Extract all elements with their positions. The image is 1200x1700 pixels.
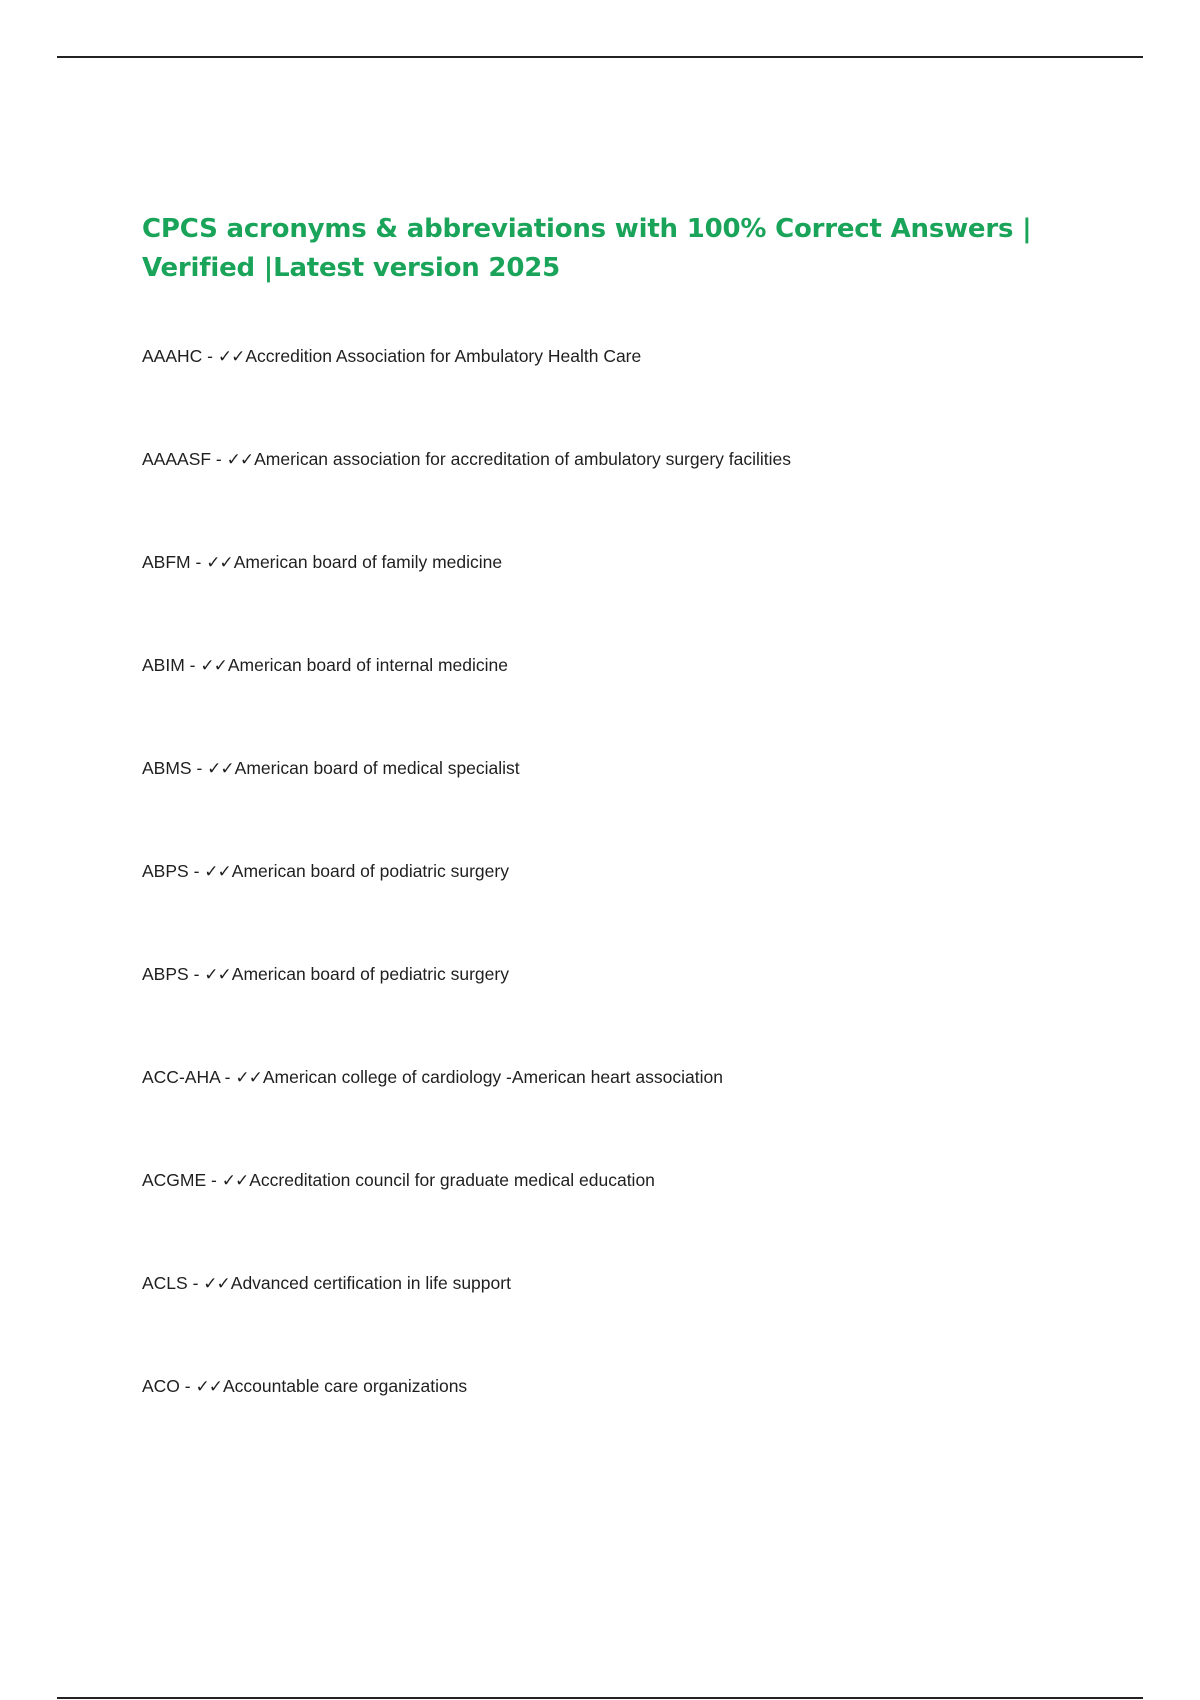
list-item <box>142 344 1142 447</box>
acronym-definition: Accreditation council for graduate medical education <box>249 1170 655 1190</box>
list-item <box>142 1168 1142 1271</box>
double-check-icon: ✓✓ <box>204 965 231 985</box>
separator: - <box>188 964 205 984</box>
separator: - <box>187 1273 204 1293</box>
bottom-rule <box>57 1697 1143 1699</box>
acronym-term: ACGME <box>142 1170 207 1190</box>
double-check-icon: ✓✓ <box>204 862 231 882</box>
double-check-icon: ✓✓ <box>217 347 245 367</box>
list-item <box>142 653 1142 756</box>
acronym-term: ABFM <box>142 552 191 572</box>
acronym-definition: American board of pediatric surgery <box>231 964 509 984</box>
separator: - <box>190 552 207 572</box>
separator: - <box>219 1067 236 1087</box>
list-item <box>142 756 1142 859</box>
separator: - <box>191 758 208 778</box>
acronym-term: AAAASF <box>142 449 212 469</box>
double-check-icon: ✓✓ <box>206 553 233 573</box>
acronym-definition: American association for accreditation of ambulatory surgery facilities <box>254 449 792 469</box>
separator: - <box>184 655 201 675</box>
separator: - <box>179 1376 196 1396</box>
double-check-icon: ✓✓ <box>200 656 227 676</box>
double-check-icon: ✓✓ <box>226 450 254 470</box>
list-item <box>142 1065 1142 1168</box>
acronym-term: ABPS <box>142 861 189 881</box>
acronym-definition: American board of medical specialist <box>234 758 520 778</box>
acronym-definition: American college of cardiology -American heart association <box>262 1067 723 1087</box>
separator: - <box>188 861 205 881</box>
list-item <box>142 550 1142 653</box>
list-item <box>142 1271 1142 1374</box>
double-check-icon: ✓✓ <box>235 1068 262 1088</box>
acronym-definition: American board of family medicine <box>233 552 503 572</box>
acronym-term: ABPS <box>142 964 189 984</box>
acronym-definition: American board of podiatric surgery <box>231 861 509 881</box>
document-title: CPCS acronyms & abbreviations with 100% Correct Answers | Verified |Latest version 2025 <box>142 214 1032 283</box>
list-item <box>142 1374 1142 1477</box>
acronym-term: ABMS <box>142 758 192 778</box>
acronym-term: ABIM <box>142 655 185 675</box>
list-item <box>142 859 1142 962</box>
acronym-definition: Accountable care organizations <box>223 1376 468 1396</box>
acronym-list <box>142 344 1142 1477</box>
separator: - <box>206 1170 222 1190</box>
double-check-icon: ✓✓ <box>221 1171 249 1191</box>
acronym-term: AAAHC <box>142 346 203 366</box>
list-item <box>142 962 1142 1065</box>
double-check-icon: ✓✓ <box>207 759 234 779</box>
double-check-icon: ✓✓ <box>195 1377 222 1397</box>
double-check-icon: ✓✓ <box>203 1274 230 1294</box>
top-rule <box>57 56 1143 58</box>
acronym-definition: Advanced certification in life support <box>230 1273 511 1293</box>
acronym-definition: American board of internal medicine <box>227 655 509 675</box>
acronym-term: ACO <box>142 1376 180 1396</box>
acronym-definition: Accredition Association for Ambulatory Health Care <box>245 346 642 366</box>
acronym-term: ACLS <box>142 1273 188 1293</box>
acronym-term: ACC-AHA <box>142 1067 220 1087</box>
list-item <box>142 447 1142 550</box>
separator: - <box>202 346 218 366</box>
separator: - <box>211 449 227 469</box>
